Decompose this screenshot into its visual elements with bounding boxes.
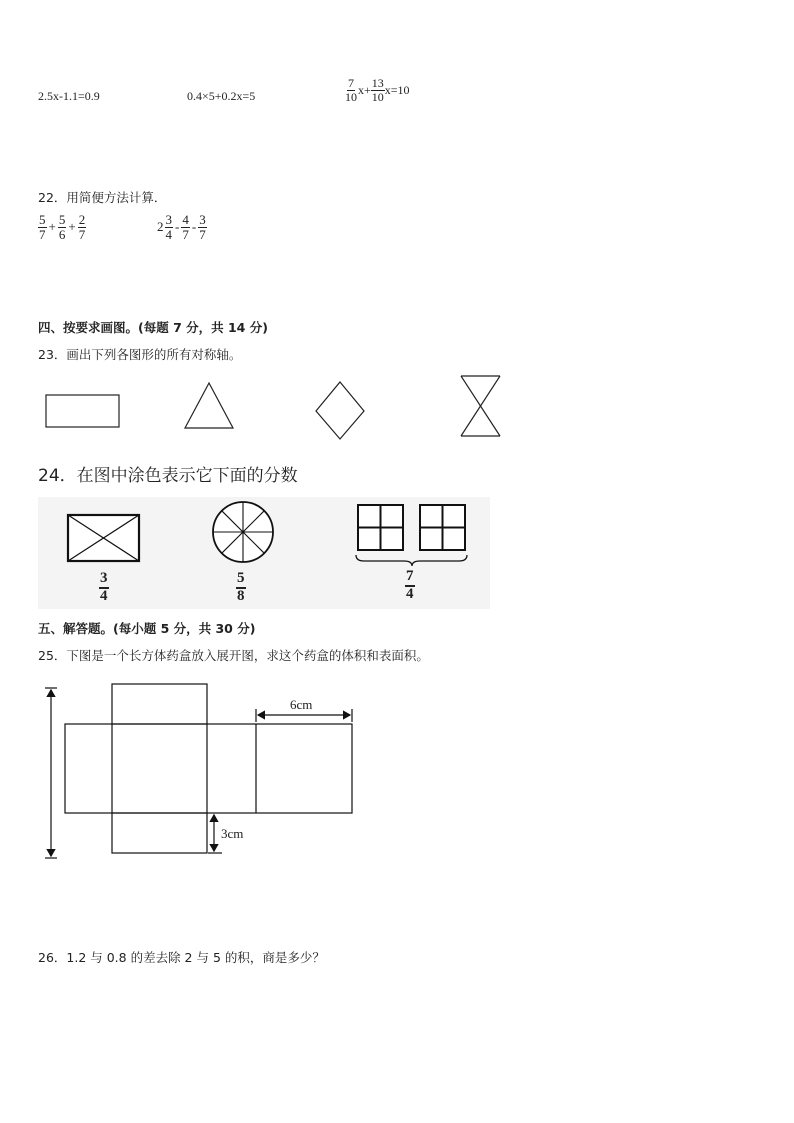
symmetry-shapes [0, 370, 560, 445]
fraction-label-1: $\frac{3}{4}$ [100, 570, 108, 604]
question-24-title: 24．在图中涂色表示它下面的分数 [38, 466, 298, 486]
box-net-diagram [0, 676, 380, 868]
square-four-parts-1 [358, 505, 403, 550]
question-25-title: 25．下图是一个长方体药盒放入展开图，求这个药盒的体积和表面积。 [38, 648, 429, 663]
fraction: $\frac{7}{10}$ [345, 76, 357, 104]
hourglass-shape [461, 376, 500, 436]
fraction: $\frac{5}{6}$ [58, 212, 66, 242]
fraction-label-2: $\frac{5}{8}$ [237, 570, 245, 604]
circle-eight-parts [213, 502, 273, 562]
equation-1: 2.5x-1.1=0.9 [38, 89, 100, 103]
section-4-heading: 四、按要求画图。(每题 7 分，共 14 分) [38, 320, 268, 335]
net-main-strip [65, 724, 352, 813]
rectangle-with-diagonals [68, 515, 139, 561]
fraction-label-3: $\frac{7}{4}$ [406, 568, 414, 602]
fraction: $\frac{3}{4}$ [165, 212, 172, 242]
question-23-title: 23．画出下列各图形的所有对称轴。 [38, 347, 242, 362]
equation-3: $\frac{7}{10}$ x+ $\frac{13}{10}$ x=10 [345, 76, 410, 104]
triangle-shape [185, 383, 233, 428]
section-5-heading: 五、解答题。(每小题 5 分，共 30 分) [38, 621, 256, 636]
dimension-label-3cm: 3cm [221, 826, 244, 841]
calc-expression-1: $\frac{5}{7}$ + $\frac{5}{6}$ + $\frac{2}{7}$ [39, 212, 86, 242]
rectangle-shape [46, 395, 119, 427]
net-bottom-face [112, 813, 207, 853]
square-four-parts-2 [420, 505, 465, 550]
calc-expression-2: 2 $\frac{3}{4}$ - $\frac{4}{7}$ - $\frac{3}{7}$ [157, 212, 206, 242]
dimension-label-6cm: 6cm [290, 697, 313, 712]
fraction: $\frac{5}{7}$ [39, 212, 46, 242]
question-22-title: 22．用简便方法计算． [38, 190, 167, 205]
net-top-face [112, 684, 207, 724]
fraction: $\frac{3}{7}$ [199, 212, 206, 242]
fraction: $\frac{2}{7}$ [78, 212, 86, 242]
fraction: $\frac{13}{10}$ [371, 76, 384, 104]
curly-brace [356, 555, 467, 566]
equation-2: 0.4×5+0.2x=5 [187, 89, 256, 103]
fraction: $\frac{4}{7}$ [182, 212, 189, 242]
rhombus-shape [316, 382, 364, 439]
depth-dimension [208, 815, 222, 853]
height-dimension [45, 688, 57, 858]
question-26-title: 26．1.2 与 0.8 的差去除 2 与 5 的积，商是多少？ [38, 950, 325, 965]
